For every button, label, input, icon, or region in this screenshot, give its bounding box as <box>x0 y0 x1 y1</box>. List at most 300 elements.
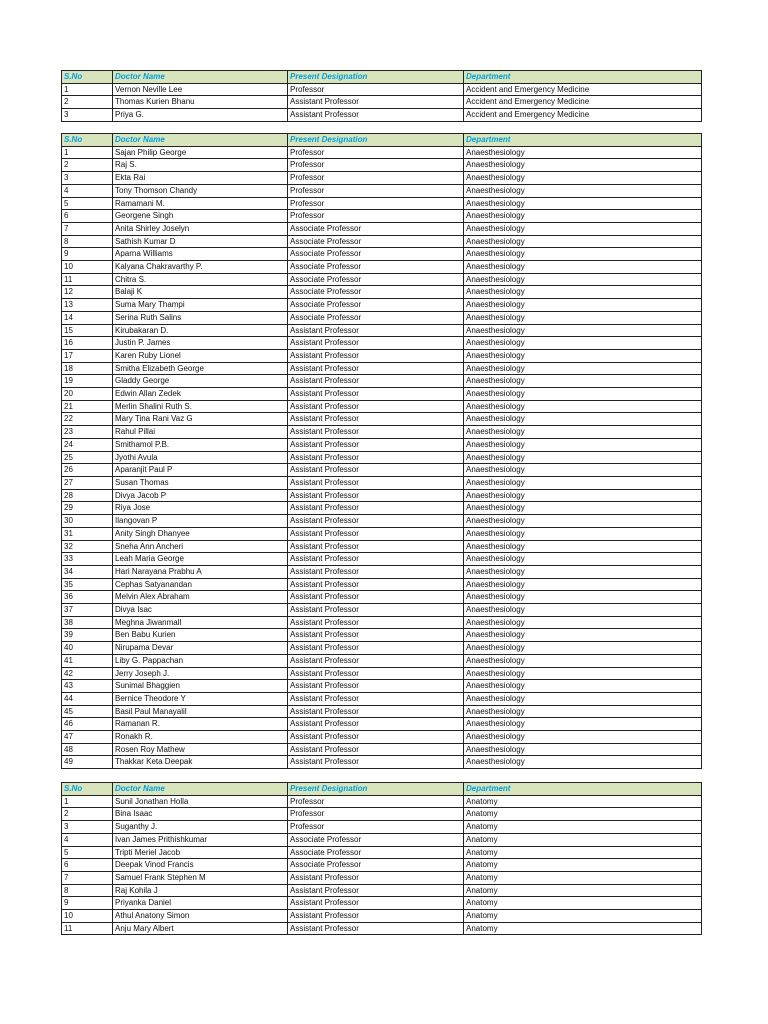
cell-department: Anatomy <box>464 897 702 910</box>
header-sno: S.No <box>62 783 113 796</box>
cell-designation: Assistant Professor <box>288 743 464 756</box>
cell-sno: 44 <box>62 692 113 705</box>
cell-department: Anaesthesiology <box>464 311 702 324</box>
cell-department: Anaesthesiology <box>464 273 702 286</box>
cell-department: Anaesthesiology <box>464 375 702 388</box>
cell-sno: 4 <box>62 184 113 197</box>
cell-sno: 11 <box>62 273 113 286</box>
cell-sno: 21 <box>62 400 113 413</box>
header-department: Department <box>464 134 702 147</box>
table-row <box>62 286 702 299</box>
cell-department: Anaesthesiology <box>464 362 702 375</box>
cell-designation: Associate Professor <box>288 261 464 274</box>
cell-designation: Assistant Professor <box>288 476 464 489</box>
cell-department: Anaesthesiology <box>464 159 702 172</box>
cell-department: Anaesthesiology <box>464 349 702 362</box>
cell-sno: 19 <box>62 375 113 388</box>
cell-sno: 5 <box>62 197 113 210</box>
cell-department: Anaesthesiology <box>464 731 702 744</box>
cell-department: Anatomy <box>464 833 702 846</box>
cell-designation: Assistant Professor <box>288 756 464 769</box>
cell-sno: 9 <box>62 248 113 261</box>
table-row <box>62 159 702 172</box>
cell-sno: 43 <box>62 680 113 693</box>
cell-department: Accident and Emergency Medicine <box>464 96 702 109</box>
cell-doctor-name: Hari Narayana Prabhu A <box>113 565 288 578</box>
table-row <box>62 261 702 274</box>
cell-sno: 27 <box>62 476 113 489</box>
cell-doctor-name: Cephas Satyanandan <box>113 578 288 591</box>
cell-department: Anaesthesiology <box>464 667 702 680</box>
cell-sno: 13 <box>62 299 113 312</box>
table-row <box>62 235 702 248</box>
cell-sno: 35 <box>62 578 113 591</box>
cell-doctor-name: Divya Isac <box>113 604 288 617</box>
table-row <box>62 464 702 477</box>
cell-doctor-name: Sajan Philip George <box>113 146 288 159</box>
cell-sno: 2 <box>62 159 113 172</box>
cell-sno: 26 <box>62 464 113 477</box>
cell-designation: Associate Professor <box>288 222 464 235</box>
cell-doctor-name: Thakkar Keta Deepak <box>113 756 288 769</box>
cell-designation: Assistant Professor <box>288 680 464 693</box>
cell-department: Anaesthesiology <box>464 616 702 629</box>
cell-sno: 39 <box>62 629 113 642</box>
table-header-row <box>62 71 702 84</box>
cell-department: Anaesthesiology <box>464 527 702 540</box>
cell-department: Anaesthesiology <box>464 184 702 197</box>
cell-sno: 11 <box>62 922 113 935</box>
table-row <box>62 808 702 821</box>
cell-department: Anatomy <box>464 922 702 935</box>
cell-doctor-name: Tony Thomson Chandy <box>113 184 288 197</box>
table-row <box>62 871 702 884</box>
cell-department: Anatomy <box>464 846 702 859</box>
cell-sno: 36 <box>62 591 113 604</box>
cell-sno: 49 <box>62 756 113 769</box>
cell-doctor-name: Suma Mary Thampi <box>113 299 288 312</box>
table-row <box>62 680 702 693</box>
cell-department: Anaesthesiology <box>464 388 702 401</box>
header-department: Department <box>464 783 702 796</box>
table-row <box>62 109 702 122</box>
cell-designation: Assistant Professor <box>288 604 464 617</box>
cell-designation: Assistant Professor <box>288 731 464 744</box>
cell-designation: Assistant Professor <box>288 616 464 629</box>
header-sno: S.No <box>62 134 113 147</box>
cell-doctor-name: Sunimal Bhaggien <box>113 680 288 693</box>
table-row <box>62 172 702 185</box>
cell-sno: 46 <box>62 718 113 731</box>
cell-doctor-name: Karen Ruby Lionel <box>113 349 288 362</box>
cell-doctor-name: Rosen Roy Mathew <box>113 743 288 756</box>
cell-department: Anatomy <box>464 871 702 884</box>
table-row <box>62 349 702 362</box>
cell-designation: Associate Professor <box>288 311 464 324</box>
table-row <box>62 616 702 629</box>
table-row <box>62 248 702 261</box>
cell-designation: Associate Professor <box>288 846 464 859</box>
cell-designation: Assistant Professor <box>288 897 464 910</box>
cell-sno: 12 <box>62 286 113 299</box>
cell-designation: Assistant Professor <box>288 692 464 705</box>
cell-department: Anaesthesiology <box>464 210 702 223</box>
cell-department: Accident and Emergency Medicine <box>464 109 702 122</box>
table-row <box>62 426 702 439</box>
cell-sno: 48 <box>62 743 113 756</box>
cell-doctor-name: Chitra S. <box>113 273 288 286</box>
cell-department: Anaesthesiology <box>464 502 702 515</box>
header-department: Department <box>464 71 702 84</box>
table-row <box>62 833 702 846</box>
cell-sno: 15 <box>62 324 113 337</box>
cell-department: Anaesthesiology <box>464 324 702 337</box>
cell-department: Anaesthesiology <box>464 743 702 756</box>
cell-sno: 14 <box>62 311 113 324</box>
cell-department: Anaesthesiology <box>464 146 702 159</box>
cell-designation: Assistant Professor <box>288 375 464 388</box>
table-row <box>62 846 702 859</box>
cell-designation: Professor <box>288 83 464 96</box>
table-row <box>62 629 702 642</box>
cell-sno: 16 <box>62 337 113 350</box>
cell-department: Anaesthesiology <box>464 464 702 477</box>
table-row <box>62 388 702 401</box>
cell-designation: Assistant Professor <box>288 502 464 515</box>
cell-doctor-name: Anju Mary Albert <box>113 922 288 935</box>
cell-doctor-name: Serina Ruth Salins <box>113 311 288 324</box>
table-row <box>62 413 702 426</box>
table-row <box>62 362 702 375</box>
cell-doctor-name: Balaji K <box>113 286 288 299</box>
cell-sno: 22 <box>62 413 113 426</box>
header-sno: S.No <box>62 71 113 84</box>
cell-sno: 24 <box>62 438 113 451</box>
cell-doctor-name: Samuel Frank Stephen M <box>113 871 288 884</box>
cell-department: Anaesthesiology <box>464 400 702 413</box>
cell-sno: 25 <box>62 451 113 464</box>
cell-designation: Assistant Professor <box>288 884 464 897</box>
cell-designation: Professor <box>288 821 464 834</box>
cell-designation: Assistant Professor <box>288 718 464 731</box>
cell-designation: Assistant Professor <box>288 527 464 540</box>
cell-doctor-name: Raj Kohila J <box>113 884 288 897</box>
table-row <box>62 515 702 528</box>
cell-doctor-name: Bina Isaac <box>113 808 288 821</box>
table-row <box>62 718 702 731</box>
cell-sno: 30 <box>62 515 113 528</box>
table-row <box>62 705 702 718</box>
cell-designation: Assistant Professor <box>288 413 464 426</box>
cell-sno: 18 <box>62 362 113 375</box>
table-row <box>62 146 702 159</box>
cell-doctor-name: Ben Babu Kurien <box>113 629 288 642</box>
cell-designation: Assistant Professor <box>288 578 464 591</box>
cell-sno: 6 <box>62 859 113 872</box>
cell-doctor-name: Rahul Pillai <box>113 426 288 439</box>
cell-designation: Assistant Professor <box>288 438 464 451</box>
cell-department: Anatomy <box>464 808 702 821</box>
table-row <box>62 502 702 515</box>
cell-designation: Assistant Professor <box>288 642 464 655</box>
cell-doctor-name: Ramanan R. <box>113 718 288 731</box>
cell-department: Anatomy <box>464 910 702 923</box>
cell-sno: 2 <box>62 808 113 821</box>
cell-designation: Assistant Professor <box>288 489 464 502</box>
table-row <box>62 489 702 502</box>
faculty-table-anaesthesiology <box>61 133 702 769</box>
faculty-table-emergency-medicine <box>61 70 702 122</box>
cell-department: Anaesthesiology <box>464 476 702 489</box>
cell-designation: Assistant Professor <box>288 426 464 439</box>
cell-sno: 40 <box>62 642 113 655</box>
table-row <box>62 897 702 910</box>
cell-doctor-name: Basil Paul Manayalil <box>113 705 288 718</box>
cell-doctor-name: Anita Shirley Joselyn <box>113 222 288 235</box>
cell-department: Anatomy <box>464 884 702 897</box>
cell-doctor-name: Ivan James Prithishkumar <box>113 833 288 846</box>
cell-doctor-name: Jerry Joseph J. <box>113 667 288 680</box>
cell-designation: Assistant Professor <box>288 654 464 667</box>
cell-sno: 20 <box>62 388 113 401</box>
cell-sno: 1 <box>62 83 113 96</box>
cell-sno: 17 <box>62 349 113 362</box>
table-row <box>62 910 702 923</box>
table-row <box>62 821 702 834</box>
cell-doctor-name: Priyanka Daniel <box>113 897 288 910</box>
cell-department: Anaesthesiology <box>464 261 702 274</box>
cell-doctor-name: Bernice Theodore Y <box>113 692 288 705</box>
table-row <box>62 324 702 337</box>
cell-department: Anaesthesiology <box>464 591 702 604</box>
cell-department: Anaesthesiology <box>464 705 702 718</box>
cell-doctor-name: Jyothi Avula <box>113 451 288 464</box>
cell-doctor-name: Smithamol P.B. <box>113 438 288 451</box>
cell-doctor-name: Suganthy J. <box>113 821 288 834</box>
cell-designation: Assistant Professor <box>288 629 464 642</box>
cell-designation: Assistant Professor <box>288 96 464 109</box>
table-row <box>62 591 702 604</box>
table-row <box>62 756 702 769</box>
cell-sno: 1 <box>62 146 113 159</box>
cell-sno: 42 <box>62 667 113 680</box>
cell-department: Anaesthesiology <box>464 235 702 248</box>
cell-doctor-name: Susan Thomas <box>113 476 288 489</box>
header-designation: Present Designation <box>288 134 464 147</box>
cell-designation: Assistant Professor <box>288 362 464 375</box>
cell-doctor-name: Divya Jacob P <box>113 489 288 502</box>
cell-sno: 6 <box>62 210 113 223</box>
cell-doctor-name: Justin P. James <box>113 337 288 350</box>
cell-department: Anatomy <box>464 821 702 834</box>
cell-sno: 2 <box>62 96 113 109</box>
cell-doctor-name: Thomas Kurien Bhanu <box>113 96 288 109</box>
table-row <box>62 540 702 553</box>
cell-doctor-name: Priya G. <box>113 109 288 122</box>
cell-department: Anaesthesiology <box>464 718 702 731</box>
cell-doctor-name: Kalyana Chakravarthy P. <box>113 261 288 274</box>
table-row <box>62 299 702 312</box>
cell-designation: Assistant Professor <box>288 109 464 122</box>
cell-designation: Assistant Professor <box>288 540 464 553</box>
cell-designation: Assistant Professor <box>288 464 464 477</box>
cell-sno: 34 <box>62 565 113 578</box>
cell-designation: Assistant Professor <box>288 388 464 401</box>
cell-sno: 8 <box>62 235 113 248</box>
cell-department: Anaesthesiology <box>464 299 702 312</box>
header-doctor-name: Doctor Name <box>113 71 288 84</box>
cell-department: Anaesthesiology <box>464 629 702 642</box>
cell-department: Anaesthesiology <box>464 654 702 667</box>
cell-designation: Associate Professor <box>288 299 464 312</box>
cell-department: Anaesthesiology <box>464 337 702 350</box>
cell-designation: Professor <box>288 197 464 210</box>
cell-doctor-name: Sathish Kumar D <box>113 235 288 248</box>
table-row <box>62 83 702 96</box>
table-row <box>62 578 702 591</box>
cell-department: Accident and Emergency Medicine <box>464 83 702 96</box>
cell-sno: 3 <box>62 109 113 122</box>
cell-department: Anaesthesiology <box>464 489 702 502</box>
cell-department: Anaesthesiology <box>464 286 702 299</box>
cell-sno: 32 <box>62 540 113 553</box>
cell-doctor-name: Ronakh R. <box>113 731 288 744</box>
cell-department: Anaesthesiology <box>464 604 702 617</box>
cell-designation: Assistant Professor <box>288 565 464 578</box>
table-row <box>62 337 702 350</box>
cell-doctor-name: Aparanjit Paul P <box>113 464 288 477</box>
header-designation: Present Designation <box>288 71 464 84</box>
cell-doctor-name: Vernon Neville Lee <box>113 83 288 96</box>
cell-department: Anaesthesiology <box>464 248 702 261</box>
table-row <box>62 667 702 680</box>
table-row <box>62 311 702 324</box>
cell-department: Anatomy <box>464 859 702 872</box>
cell-designation: Assistant Professor <box>288 591 464 604</box>
cell-designation: Professor <box>288 184 464 197</box>
cell-sno: 1 <box>62 795 113 808</box>
cell-designation: Assistant Professor <box>288 667 464 680</box>
cell-designation: Assistant Professor <box>288 337 464 350</box>
cell-designation: Associate Professor <box>288 248 464 261</box>
table-row <box>62 565 702 578</box>
cell-doctor-name: Sneha Ann Ancheri <box>113 540 288 553</box>
faculty-table-anatomy <box>61 782 702 935</box>
cell-department: Anaesthesiology <box>464 680 702 693</box>
table-row <box>62 642 702 655</box>
cell-doctor-name: Tripti Meriel Jacob <box>113 846 288 859</box>
table-row <box>62 375 702 388</box>
table-row <box>62 731 702 744</box>
cell-sno: 5 <box>62 846 113 859</box>
table-row <box>62 400 702 413</box>
cell-sno: 31 <box>62 527 113 540</box>
cell-designation: Assistant Professor <box>288 705 464 718</box>
cell-designation: Assistant Professor <box>288 349 464 362</box>
cell-designation: Associate Professor <box>288 859 464 872</box>
header-doctor-name: Doctor Name <box>113 783 288 796</box>
cell-designation: Professor <box>288 808 464 821</box>
table-row <box>62 273 702 286</box>
cell-department: Anaesthesiology <box>464 172 702 185</box>
cell-designation: Associate Professor <box>288 235 464 248</box>
table-row <box>62 743 702 756</box>
cell-sno: 47 <box>62 731 113 744</box>
cell-designation: Assistant Professor <box>288 515 464 528</box>
table-row <box>62 184 702 197</box>
table-row <box>62 884 702 897</box>
cell-designation: Assistant Professor <box>288 871 464 884</box>
cell-department: Anaesthesiology <box>464 553 702 566</box>
table-row <box>62 692 702 705</box>
cell-designation: Professor <box>288 146 464 159</box>
cell-sno: 3 <box>62 821 113 834</box>
cell-designation: Professor <box>288 795 464 808</box>
cell-doctor-name: Ilangovan P <box>113 515 288 528</box>
cell-doctor-name: Liby G. Pappachan <box>113 654 288 667</box>
cell-doctor-name: Deepak Vinod Francis <box>113 859 288 872</box>
table-row <box>62 451 702 464</box>
cell-designation: Associate Professor <box>288 833 464 846</box>
cell-doctor-name: Ekta Rai <box>113 172 288 185</box>
cell-designation: Associate Professor <box>288 273 464 286</box>
table-row <box>62 438 702 451</box>
cell-sno: 38 <box>62 616 113 629</box>
cell-sno: 41 <box>62 654 113 667</box>
cell-doctor-name: Meghna Jiwanmall <box>113 616 288 629</box>
cell-doctor-name: Leah Maria George <box>113 553 288 566</box>
cell-designation: Assistant Professor <box>288 324 464 337</box>
table-header-row <box>62 134 702 147</box>
header-doctor-name: Doctor Name <box>113 134 288 147</box>
cell-designation: Assistant Professor <box>288 553 464 566</box>
cell-designation: Assistant Professor <box>288 910 464 923</box>
cell-doctor-name: Athul Anatony Simon <box>113 910 288 923</box>
cell-doctor-name: Aparna Williams <box>113 248 288 261</box>
table-header-row <box>62 783 702 796</box>
cell-designation: Professor <box>288 159 464 172</box>
table-row <box>62 476 702 489</box>
cell-sno: 3 <box>62 172 113 185</box>
cell-department: Anaesthesiology <box>464 197 702 210</box>
cell-doctor-name: Georgene Singh <box>113 210 288 223</box>
cell-department: Anaesthesiology <box>464 426 702 439</box>
cell-sno: 8 <box>62 884 113 897</box>
cell-designation: Professor <box>288 172 464 185</box>
table-row <box>62 654 702 667</box>
cell-doctor-name: Raj S. <box>113 159 288 172</box>
cell-doctor-name: Melvin Alex Abraham <box>113 591 288 604</box>
cell-department: Anaesthesiology <box>464 642 702 655</box>
cell-doctor-name: Gladdy George <box>113 375 288 388</box>
cell-doctor-name: Sunil Jonathan Holla <box>113 795 288 808</box>
cell-sno: 23 <box>62 426 113 439</box>
cell-sno: 7 <box>62 222 113 235</box>
cell-sno: 33 <box>62 553 113 566</box>
cell-department: Anaesthesiology <box>464 413 702 426</box>
cell-department: Anaesthesiology <box>464 515 702 528</box>
cell-doctor-name: Smitha Elizabeth George <box>113 362 288 375</box>
cell-sno: 29 <box>62 502 113 515</box>
cell-doctor-name: Nirupama Devar <box>113 642 288 655</box>
cell-doctor-name: Merlin Shalini Ruth S. <box>113 400 288 413</box>
cell-department: Anaesthesiology <box>464 540 702 553</box>
cell-doctor-name: Kirubakaran D. <box>113 324 288 337</box>
cell-department: Anatomy <box>464 795 702 808</box>
cell-designation: Professor <box>288 210 464 223</box>
cell-sno: 10 <box>62 910 113 923</box>
table-row <box>62 222 702 235</box>
